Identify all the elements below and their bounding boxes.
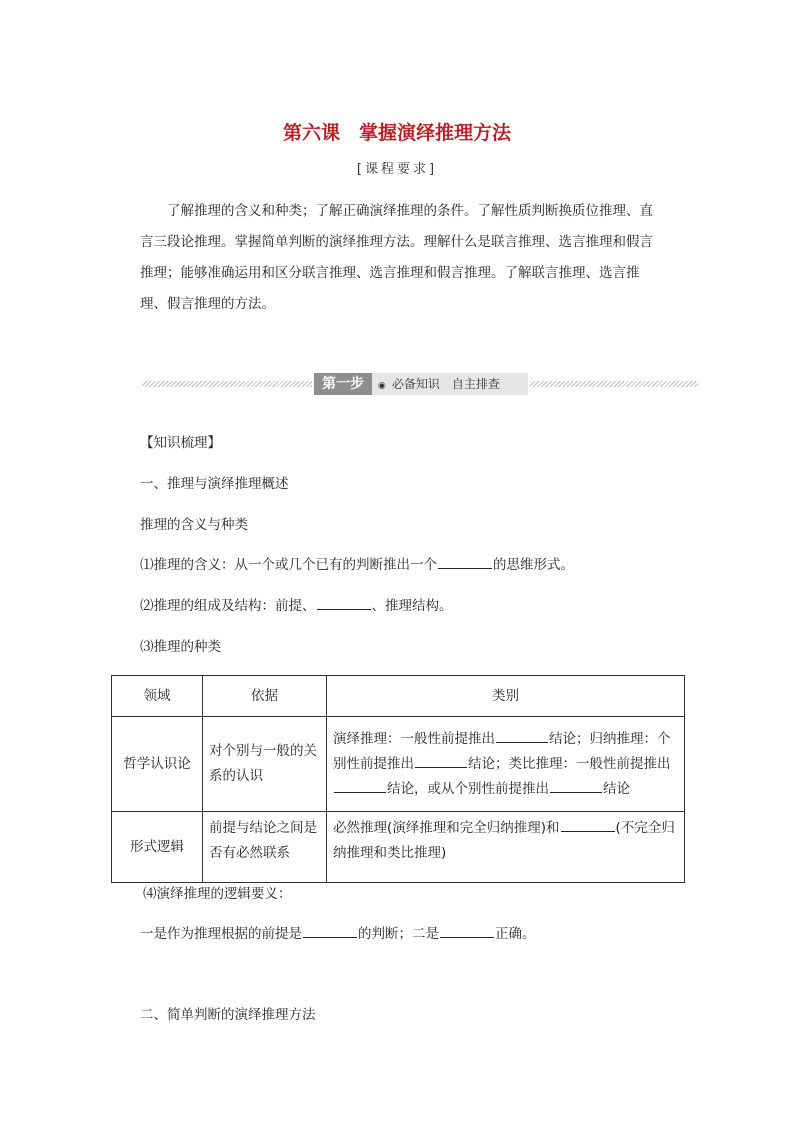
table-cell-basis: 对个别与一般的关系的认识 <box>203 717 327 812</box>
fill-blank[interactable] <box>303 925 357 938</box>
fill-blank[interactable] <box>438 556 492 569</box>
fill-blank[interactable] <box>415 755 467 768</box>
section-heading-2: 二、简单判断的演绎推理方法 <box>140 1007 316 1023</box>
table-cell-category: 演绎推理：一般性前提推出 结论；归纳推理：个别性前提推出 结论；类比推理：一般性前提推出结论，或从个别性前提推出 结论 <box>327 717 685 812</box>
course-requirements-label: [课程要求] <box>356 162 438 177</box>
fill-blank[interactable] <box>561 819 615 832</box>
step-banner <box>142 373 698 395</box>
table-cell-basis: 前提与结论之间是否有必然联系 <box>203 812 327 883</box>
intro-paragraph: 了解推理的含义和种类；了解正确演绎推理的条件。了解性质判断换质位推理、直言三段论推理。掌握简单判断的演绎推理方法。理解什么是联言推理、选言推理和假言推理；能够准确运用和区分联言推理、选言推理和假言推理。了解联言推理、选言推理、假言推理的方法。 <box>140 203 653 312</box>
bullet-dot-icon: ◉ <box>378 381 386 391</box>
section-heading-1: 一、推理与演绎推理概述 <box>140 476 289 492</box>
item-4: ⑷演绎推理的逻辑要义： <box>143 886 292 902</box>
step-tag: 第一步 <box>314 373 372 395</box>
table-cell-category: 必然推理(演绎推理和完全归纳推理)和 (不完全归纳推理和类比推理) <box>327 812 685 883</box>
table-cell-field: 形式逻辑 <box>112 812 203 883</box>
item-4-content: 一是作为推理根据的前提是 的判断；二是 正确。 <box>140 926 536 942</box>
item-1: ⑴推理的含义：从一个或几个已有的判断推出一个 的思维形式。 <box>140 557 574 573</box>
banner-hatch-left <box>142 381 312 387</box>
table-row <box>112 717 685 812</box>
table-header-row <box>112 676 685 717</box>
item-3: ⑶推理的种类 <box>140 639 221 655</box>
item-2: ⑵推理的组成及结构：前提、 、推理结构。 <box>140 598 453 614</box>
knowledge-tag: 【知识梳理】 <box>140 435 221 451</box>
table-header-cell: 类别 <box>327 676 685 717</box>
table-cell-field: 哲学认识论 <box>112 717 203 812</box>
banner-hatch-right <box>530 381 698 387</box>
step-description-text: 必备知识 自主排查 <box>391 377 500 391</box>
subheading: 推理的含义与种类 <box>140 517 248 533</box>
reasoning-types-table <box>111 675 685 883</box>
table-header-cell: 领域 <box>112 676 203 717</box>
fill-blank[interactable] <box>496 730 548 743</box>
fill-blank[interactable] <box>334 780 386 793</box>
table-row <box>112 812 685 883</box>
fill-blank[interactable] <box>440 925 494 938</box>
fill-blank[interactable] <box>317 597 371 610</box>
page-title: 第六课 掌握演绎推理方法 <box>282 122 511 144</box>
step-description <box>372 373 528 395</box>
table-header-cell: 依据 <box>203 676 327 717</box>
fill-blank[interactable] <box>550 780 602 793</box>
